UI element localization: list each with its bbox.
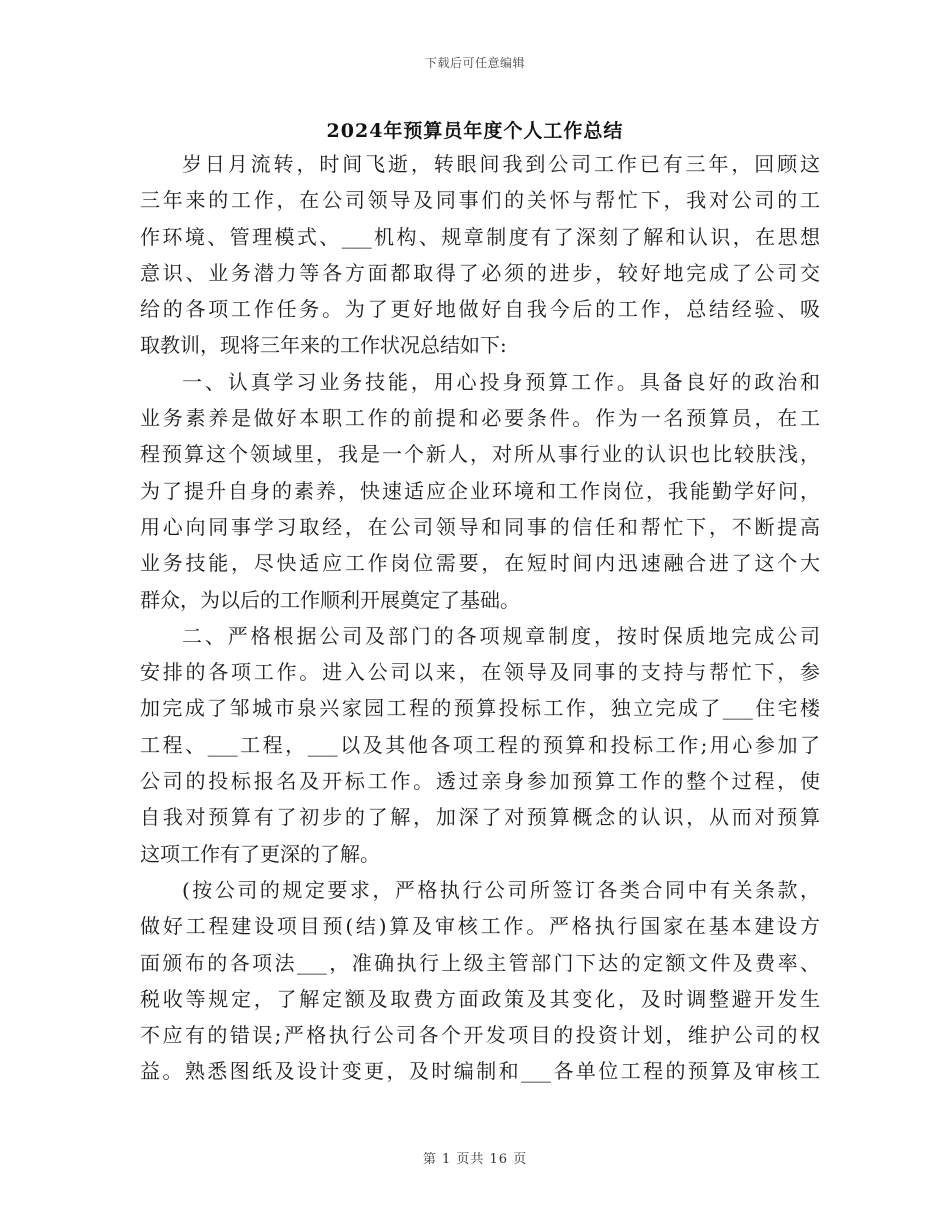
text-line: 岁日月流转，时间飞逝，转眼间我到公司工作已有三年，回顾这	[182, 152, 820, 176]
text-line: 自我对预算有了初步的了解，加深了对预算概念的认识，从而对预算	[140, 805, 820, 830]
text-line: 作环境、管理模式、___机构、规章制度有了深刻了解和认识，在思想	[140, 224, 820, 249]
text-line: 税收等规定，了解定额及取费方面政策及其变化，及时调整避开发生	[140, 986, 820, 1011]
document-body	[140, 146, 820, 1090]
text-line: 意识、业务潜力等各方面都取得了必须的进步，较好地完成了公司交	[140, 260, 820, 285]
text-line: 做好工程建设项目预(结)算及审核工作。严格执行国家在基本建设方	[140, 914, 820, 939]
text-line: 业务素养是做好本职工作的前提和必要条件。作为一名预算员，在工	[140, 406, 820, 431]
text-line: 公司的投标报名及开标工作。透过亲身参加预算工作的整个过程，使	[140, 769, 820, 794]
header-note: 下载后可任意编辑	[424, 56, 525, 70]
text-line: 为了提升自身的素养，快速适应企业环境和工作岗位，我能勤学好问，	[140, 478, 820, 503]
text-line: 这项工作有了更深的了解。	[140, 841, 380, 866]
text-line: 一、认真学习业务技能，用心投身预算工作。具备良好的政治和	[182, 369, 820, 394]
text-line: 工程、___工程，___以及其他各项工程的预算和投标工作;用心参加了	[140, 732, 820, 757]
text-line: 用心向同事学习取经，在公司领导和同事的信任和帮忙下，不断提高	[140, 514, 820, 539]
text-line: 程预算这个领域里，我是一个新人，对所从事行业的认识也比较肤浅，	[140, 442, 820, 467]
text-line: 取教训，现将三年来的工作状况总结如下:	[140, 333, 507, 358]
text-line: 二、严格根据公司及部门的各项规章制度，按时保质地完成公司	[182, 623, 820, 648]
text-line: 三年来的工作，在公司领导及同事们的关怀与帮忙下，我对公司的工	[140, 188, 820, 213]
page-indicator: 第 1 页共 16 页	[422, 1152, 528, 1167]
text-line: 加完成了邹城市泉兴家园工程的预算投标工作，独立完成了___住宅楼	[140, 696, 820, 721]
text-line: 给的各项工作任务。为了更好地做好自我今后的工作，总结经验、吸	[140, 297, 820, 322]
text-line: 业务技能，尽快适应工作岗位需要，在短时间内迅速融合进了这个大	[140, 551, 820, 576]
text-line: (按公司的规定要求，严格执行公司所签订各类合同中有关条款，	[182, 877, 820, 902]
text-line: 安排的各项工作。进入公司以来，在领导及同事的支持与帮忙下，参	[140, 660, 820, 685]
text-line: 不应有的错误;严格执行公司各个开发项目的投资计划，维护公司的权	[140, 1023, 820, 1048]
document-title: 2024年预算员年度个人工作总结	[326, 120, 624, 142]
text-line: 益。熟悉图纸及设计变更，及时编制和___各单位工程的预算及审核工	[140, 1059, 820, 1084]
text-line: 群众，为以后的工作顺利开展奠定了基础。	[140, 587, 520, 612]
text-line: 面颁布的各项法___，准确执行上级主管部门下达的定额文件及费率、	[140, 950, 820, 975]
